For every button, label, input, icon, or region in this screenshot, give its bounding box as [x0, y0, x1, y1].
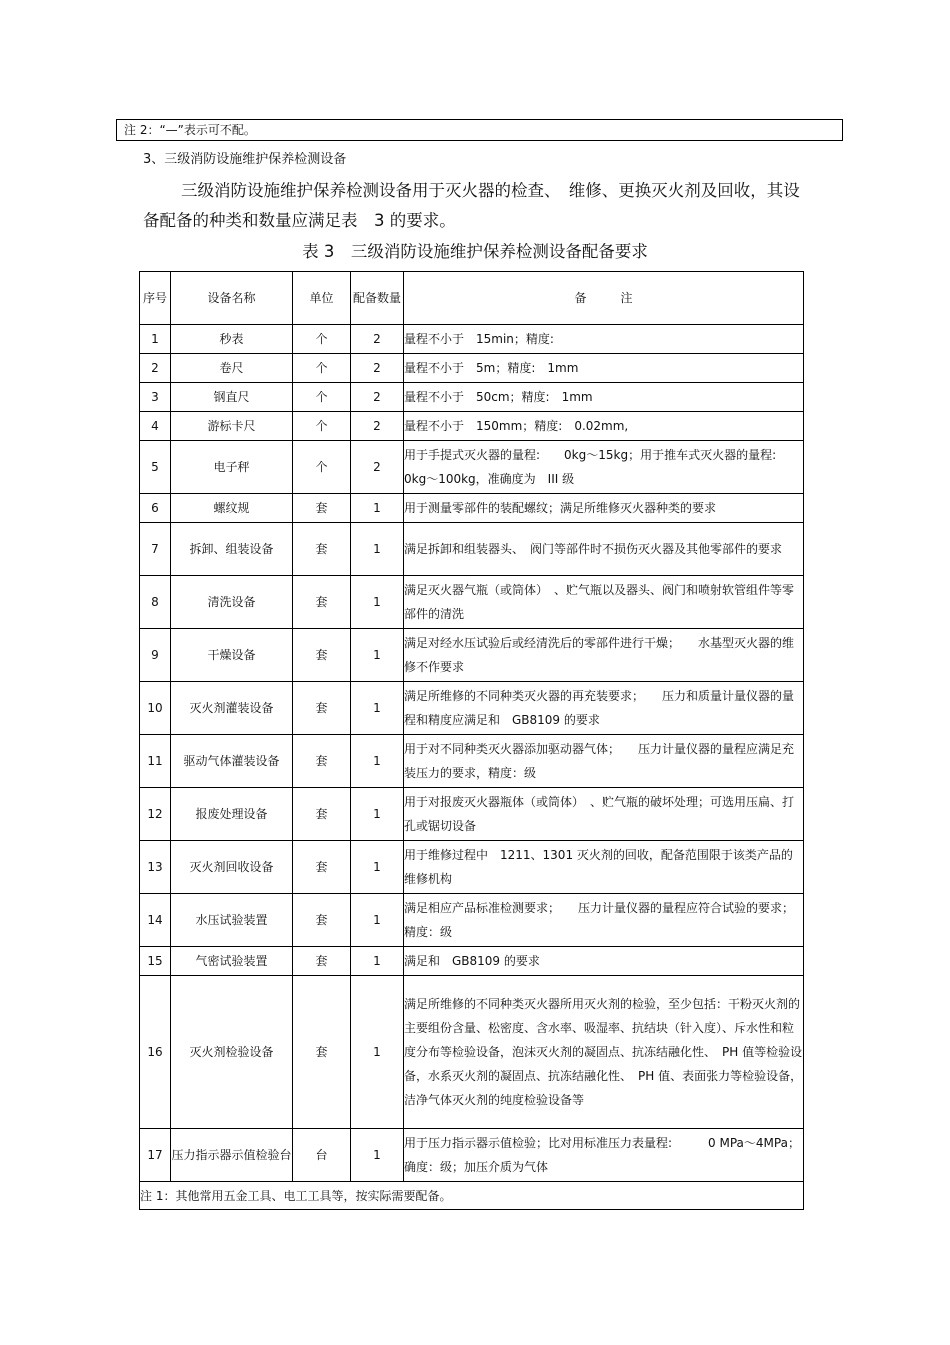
- row-qty: 1: [351, 523, 404, 576]
- row-no: 4: [140, 412, 171, 441]
- row-remark: 满足所维修的不同种类灭火器所用灭火剂的检验，至少包括：干粉灭火剂的主要组份含量、松密度、含水率、吸湿率、抗结块（针入度）、斥水性和粒度分布等检验设备，泡沫灭火剂的凝固点、抗冻结融化性、 PH 值等检验设备，水系灭火剂的凝固点、抗冻结融化性、 PH 值、表面张力等检验设备，洁净气体灭火剂的纯度检验设备等: [404, 976, 804, 1129]
- row-no: 15: [140, 947, 171, 976]
- row-name: 电子秤: [171, 441, 293, 494]
- row-name: 压力指示器示值检验台: [171, 1129, 293, 1182]
- row-no: 6: [140, 494, 171, 523]
- row-unit: 套: [293, 894, 351, 947]
- row-unit: 套: [293, 682, 351, 735]
- table-header-row: [140, 272, 804, 325]
- row-no: 7: [140, 523, 171, 576]
- row-qty: 2: [351, 383, 404, 412]
- top-note-text: 注 2：“—”表示可不配。: [124, 123, 256, 137]
- row-remark: 量程不小于 5m；精度: 1mm: [404, 354, 804, 383]
- row-name: 清洗设备: [171, 576, 293, 629]
- row-remark: 用于手提式灭火器的量程: 0kg～15kg；用于推车式灭火器的量程: 0kg～100kg，准确度为 III 级: [404, 441, 804, 494]
- row-no: 16: [140, 976, 171, 1129]
- row-remark: 满足所维修的不同种类灭火器的再充装要求； 压力和质量计量仪器的量程和精度应满足和 GB8109 的要求: [404, 682, 804, 735]
- row-remark: 满足对经水压试验后或经清洗后的零部件进行干燥； 水基型灭火器的维修不作要求: [404, 629, 804, 682]
- table-caption: 表 3 三级消防设施维护保养检测设备配备要求: [302, 242, 648, 261]
- row-remark: 用于对不同种类灭火器添加驱动器气体； 压力计量仪器的量程应满足充装压力的要求，精度：级: [404, 735, 804, 788]
- table-row: [140, 523, 804, 576]
- row-name: 灭火剂回收设备: [171, 841, 293, 894]
- row-remark: 满足相应产品标准检测要求； 压力计量仪器的量程应符合试验的要求；精度：级: [404, 894, 804, 947]
- row-remark: 量程不小于 150mm；精度: 0.02mm,: [404, 412, 804, 441]
- row-no: 11: [140, 735, 171, 788]
- header-name: 设备名称: [171, 272, 293, 325]
- table-footnote: 注 1：其他常用五金工具、电工工具等，按实际需要配备。: [140, 1182, 804, 1210]
- row-remark: 用于压力指示器示值检验；比对用标准压力表量程: 0 MPa～4MPa；确度：级；加压介质为气体: [404, 1129, 804, 1182]
- row-unit: 台: [293, 1129, 351, 1182]
- row-name: 报废处理设备: [171, 788, 293, 841]
- row-name: 卷尺: [171, 354, 293, 383]
- header-no: 序号: [140, 272, 171, 325]
- row-name: 灭火剂检验设备: [171, 976, 293, 1129]
- table-row: [140, 325, 804, 354]
- row-unit: 套: [293, 494, 351, 523]
- row-no: 14: [140, 894, 171, 947]
- row-unit: 套: [293, 947, 351, 976]
- row-name: 气密试验装置: [171, 947, 293, 976]
- row-remark: 满足和 GB8109 的要求: [404, 947, 804, 976]
- row-unit: 个: [293, 354, 351, 383]
- row-no: 3: [140, 383, 171, 412]
- body-paragraph-text: 三级消防设施维护保养检测设备用于灭火器的检查、 维修、更换灭火剂及回收，其设备配备的种类和数量应满足表 3 的要求。: [143, 181, 800, 230]
- row-unit: 套: [293, 788, 351, 841]
- body-paragraph: [143, 176, 808, 236]
- table-row: [140, 494, 804, 523]
- row-remark: 满足灭火器气瓶（或筒体） 、贮气瓶以及器头、阀门和喷射软管组件等零部件的清洗: [404, 576, 804, 629]
- header-remark-text: 备注: [574, 291, 667, 305]
- table-row: [140, 735, 804, 788]
- header-remark: [404, 272, 804, 325]
- row-no: 17: [140, 1129, 171, 1182]
- table-footnote-row: [140, 1182, 804, 1210]
- row-no: 12: [140, 788, 171, 841]
- table-row: [140, 383, 804, 412]
- equipment-table: [139, 271, 804, 1210]
- row-no: 1: [140, 325, 171, 354]
- row-qty: 2: [351, 412, 404, 441]
- row-no: 2: [140, 354, 171, 383]
- table-row: [140, 894, 804, 947]
- row-unit: 个: [293, 441, 351, 494]
- row-remark: 量程不小于 50cm；精度: 1mm: [404, 383, 804, 412]
- row-no: 9: [140, 629, 171, 682]
- row-name: 拆卸、组装设备: [171, 523, 293, 576]
- row-name: 灭火剂灌装设备: [171, 682, 293, 735]
- row-name: 驱动气体灌装设备: [171, 735, 293, 788]
- row-qty: 1: [351, 788, 404, 841]
- table-row: [140, 412, 804, 441]
- table-row: [140, 841, 804, 894]
- row-unit: 个: [293, 412, 351, 441]
- row-qty: 2: [351, 354, 404, 383]
- table-row: [140, 976, 804, 1129]
- row-remark: 用于维修过程中 1211、1301 灭火剂的回收，配备范围限于该类产品的维修机构: [404, 841, 804, 894]
- table-row: [140, 441, 804, 494]
- table-row: [140, 576, 804, 629]
- row-qty: 1: [351, 1129, 404, 1182]
- row-name: 钢直尺: [171, 383, 293, 412]
- row-qty: 2: [351, 441, 404, 494]
- top-note: [116, 119, 843, 141]
- table-row: [140, 629, 804, 682]
- row-name: 秒表: [171, 325, 293, 354]
- row-qty: 1: [351, 629, 404, 682]
- table-row: [140, 682, 804, 735]
- row-qty: 1: [351, 735, 404, 788]
- row-unit: 套: [293, 523, 351, 576]
- row-name: 游标卡尺: [171, 412, 293, 441]
- table-row: [140, 1129, 804, 1182]
- row-unit: 套: [293, 576, 351, 629]
- row-remark: 用于测量零部件的装配螺纹；满足所维修灭火器种类的要求: [404, 494, 804, 523]
- row-unit: 套: [293, 976, 351, 1129]
- table-row: [140, 354, 804, 383]
- row-qty: 2: [351, 325, 404, 354]
- header-unit: 单位: [293, 272, 351, 325]
- row-no: 13: [140, 841, 171, 894]
- row-qty: 1: [351, 682, 404, 735]
- table-row: [140, 947, 804, 976]
- row-qty: 1: [351, 976, 404, 1129]
- row-name: 螺纹规: [171, 494, 293, 523]
- row-remark: 量程不小于 15min；精度:: [404, 325, 804, 354]
- row-unit: 套: [293, 629, 351, 682]
- row-remark: 用于对报废灭火器瓶体（或筒体） 、贮气瓶的破坏处理；可选用压扁、打孔或锯切设备: [404, 788, 804, 841]
- row-qty: 1: [351, 841, 404, 894]
- row-remark: 满足拆卸和组装器头、 阀门等部件时不损伤灭火器及其他零部件的要求: [404, 523, 804, 576]
- row-no: 10: [140, 682, 171, 735]
- row-unit: 个: [293, 325, 351, 354]
- row-unit: 套: [293, 841, 351, 894]
- row-name: 干燥设备: [171, 629, 293, 682]
- row-no: 5: [140, 441, 171, 494]
- row-no: 8: [140, 576, 171, 629]
- row-unit: 套: [293, 735, 351, 788]
- header-qty: 配备数量: [351, 272, 404, 325]
- row-name: 水压试验装置: [171, 894, 293, 947]
- row-qty: 1: [351, 947, 404, 976]
- table-row: [140, 788, 804, 841]
- section-heading: 3、三级消防设施维护保养检测设备: [143, 152, 347, 167]
- row-unit: 个: [293, 383, 351, 412]
- row-qty: 1: [351, 576, 404, 629]
- row-qty: 1: [351, 894, 404, 947]
- row-qty: 1: [351, 494, 404, 523]
